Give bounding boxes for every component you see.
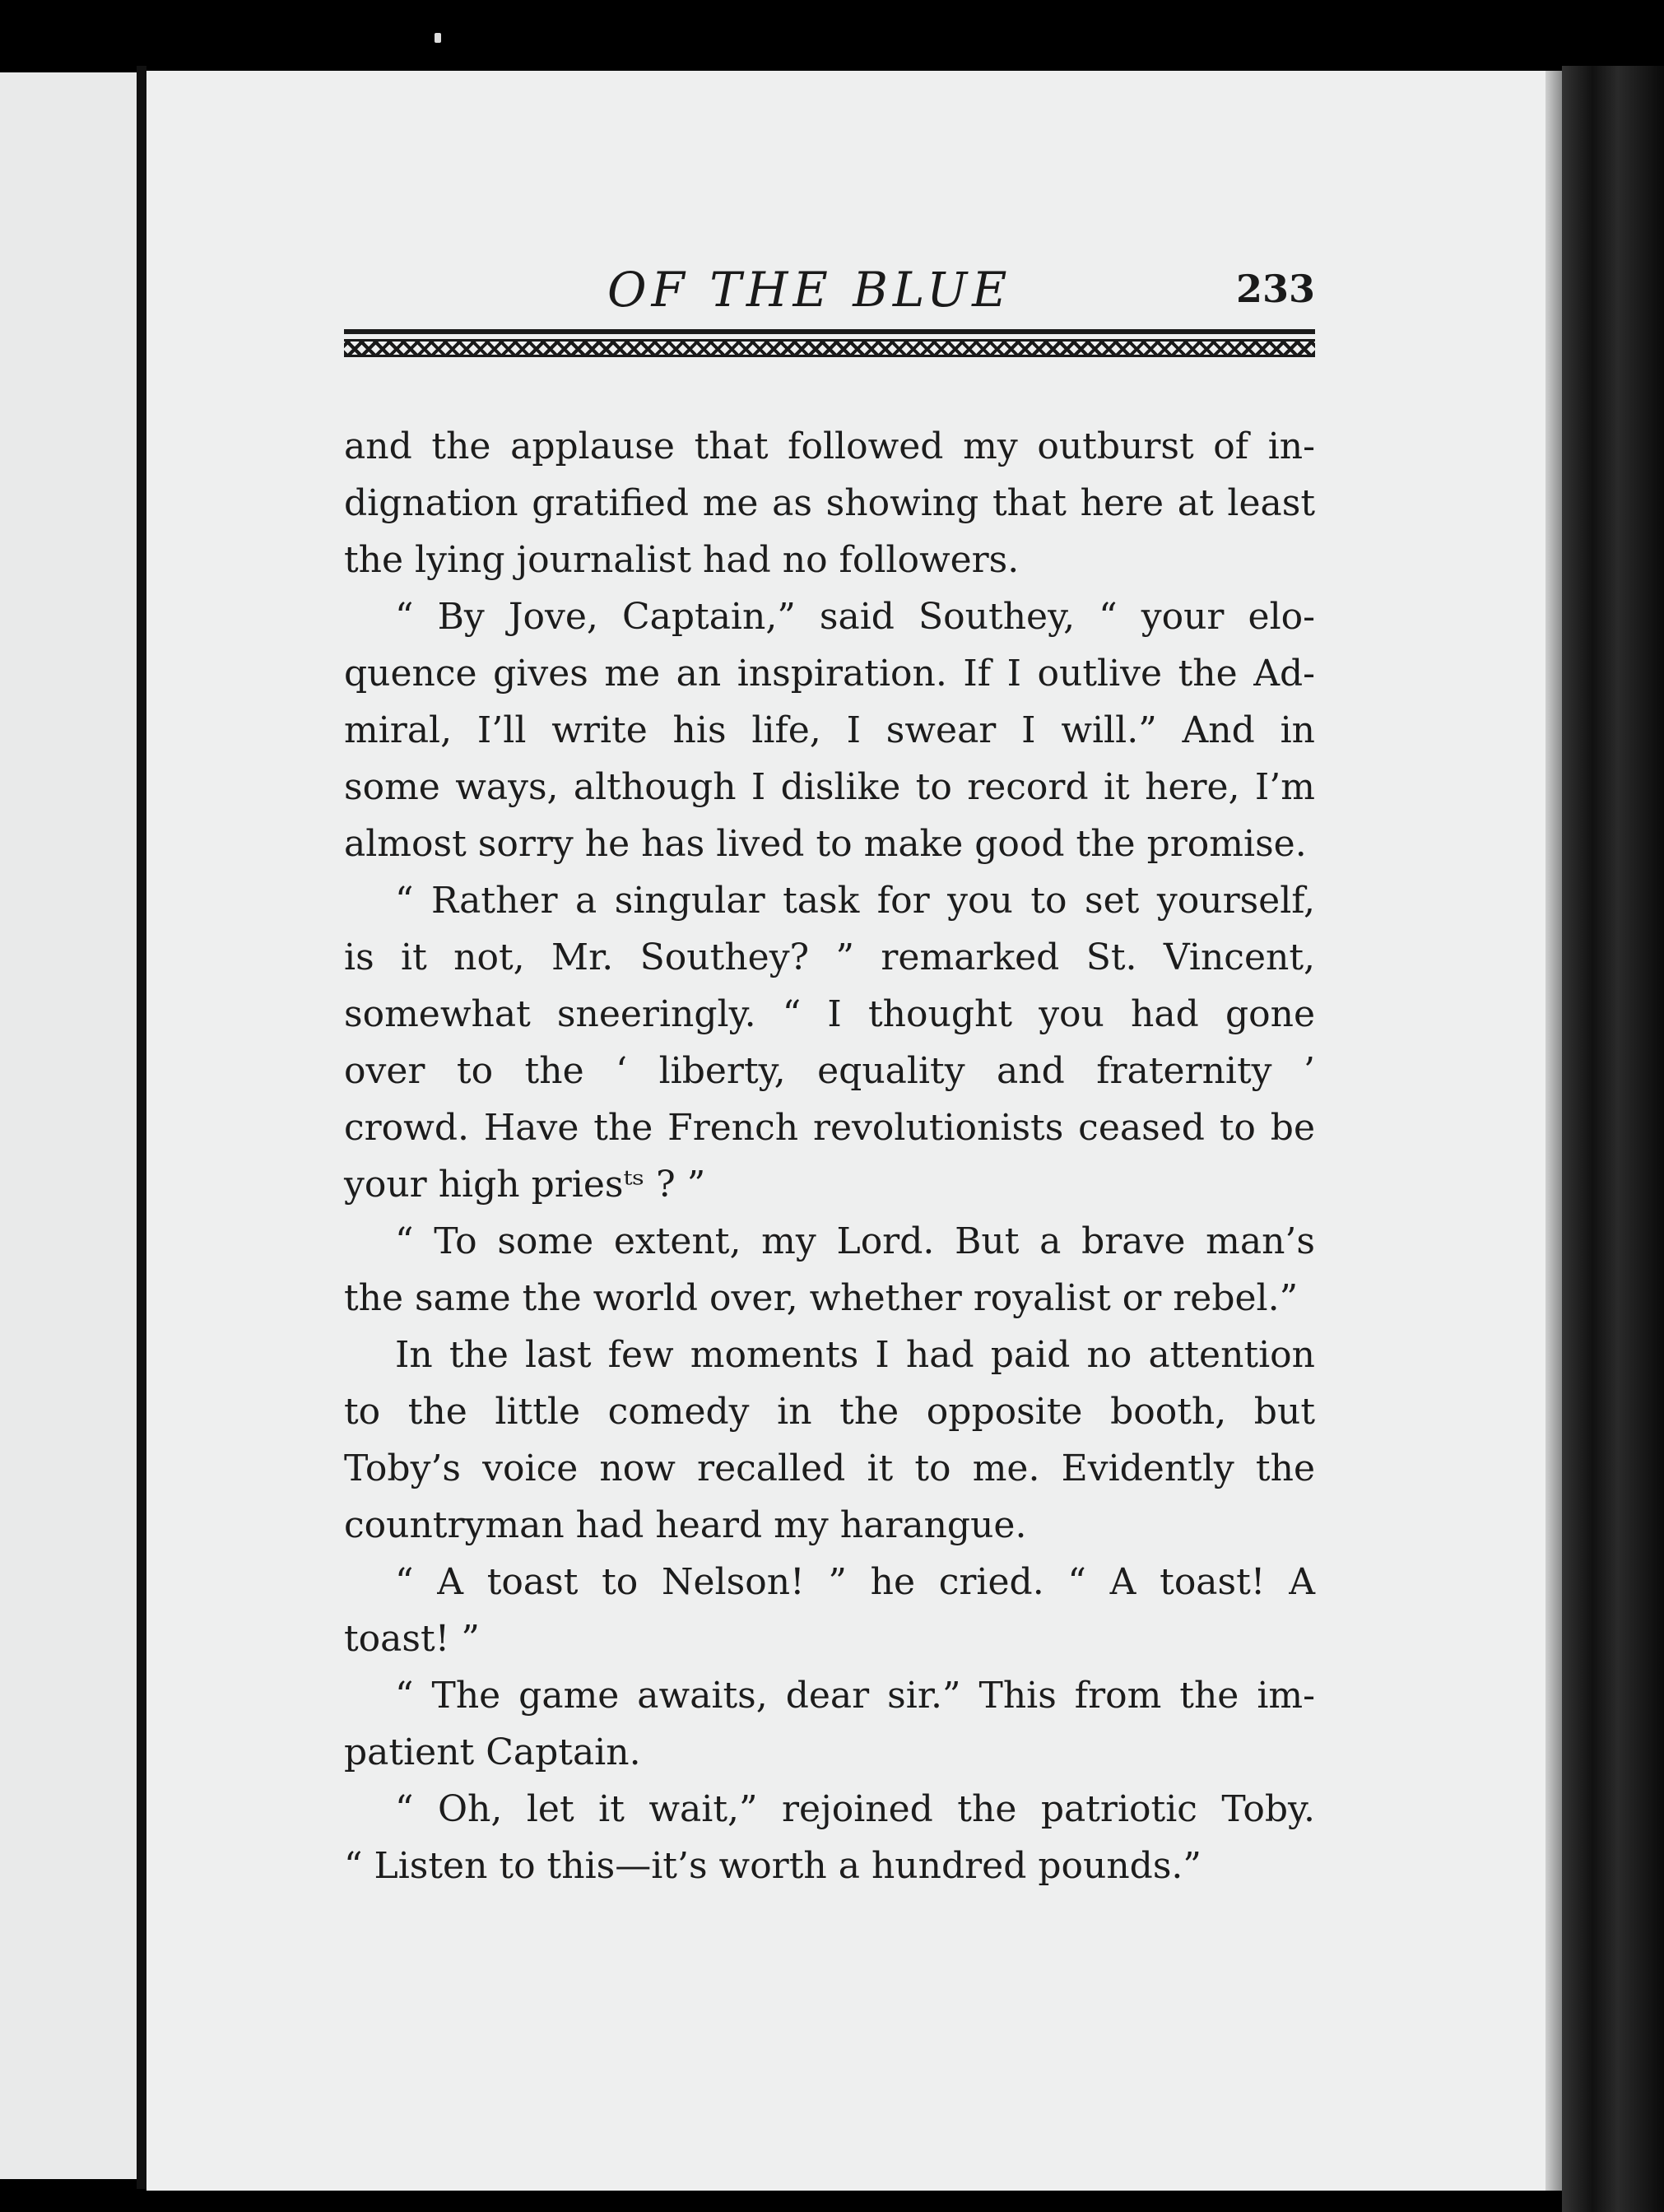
text-line: “ Oh, let it wait,” rejoined the patriotic Toby. [395, 1788, 1315, 1830]
body-text [344, 418, 1315, 1894]
text-line: patient Captain. [344, 1731, 641, 1773]
text-line: In the last few moments I had paid no attention [395, 1334, 1315, 1376]
text-line: is it not, Mr. Southey? ” remarked St. Vincent, [344, 936, 1315, 978]
left-facing-page [0, 72, 138, 2179]
text-line: the same the world over, whether royalist or rebel.” [344, 1277, 1299, 1319]
text-line: over to the ‘ liberty, equality and fraternity ’ [344, 1050, 1315, 1092]
text-line: to the little comedy in the opposite booth, but [344, 1391, 1315, 1433]
text-line: miral, I’ll write his life, I swear I will.” And in [344, 709, 1315, 751]
header-rule [344, 329, 1315, 334]
text-line: “ A toast to Nelson! ” he cried. “ A toast! A [395, 1561, 1315, 1603]
text-line: and the applause that followed my outburst of in- [344, 425, 1315, 467]
text-line: dignation gratified me as showing that here at least [344, 482, 1315, 524]
running-head: OF THE BLUE [607, 262, 1012, 318]
text-line: “ Listen to this—it’s worth a hundred pounds.” [344, 1845, 1202, 1887]
text-line: crowd. Have the French revolutionists ceased to be [344, 1107, 1315, 1149]
text-line: your high priesᵗˢ ? ” [344, 1164, 706, 1206]
text-line: almost sorry he has lived to make good the promise. [344, 823, 1307, 865]
text-line: countryman had heard my harangue. [344, 1504, 1027, 1546]
text-line: some ways, although I dislike to record it here, I’m [344, 766, 1315, 808]
page-header [344, 262, 1315, 328]
book-cover-edge [1562, 66, 1664, 2212]
text-line: “ To some extent, my Lord. But a brave man’s [395, 1220, 1315, 1262]
page-number: 233 [1235, 267, 1315, 311]
text-line: “ Rather a singular task for you to set yourself, [395, 880, 1315, 922]
text-line: quence gives me an inspiration. If I outlive the Ad- [344, 653, 1315, 695]
scan-artifact [435, 33, 441, 43]
page-gutter [137, 66, 146, 2189]
page-stack-edge [1545, 71, 1562, 2191]
text-line: “ By Jove, Captain,” said Southey, “ your elo- [395, 596, 1315, 638]
ornamental-border [344, 339, 1315, 357]
text-line: the lying journalist had no followers. [344, 539, 1020, 581]
text-line: Toby’s voice now recalled it to me. Evidently the [344, 1448, 1315, 1489]
text-line: toast! ” [344, 1618, 480, 1660]
text-line: somewhat sneeringly. “ I thought you had gone [344, 993, 1315, 1035]
text-line: “ The game awaits, dear sir.” This from the im- [395, 1675, 1315, 1717]
